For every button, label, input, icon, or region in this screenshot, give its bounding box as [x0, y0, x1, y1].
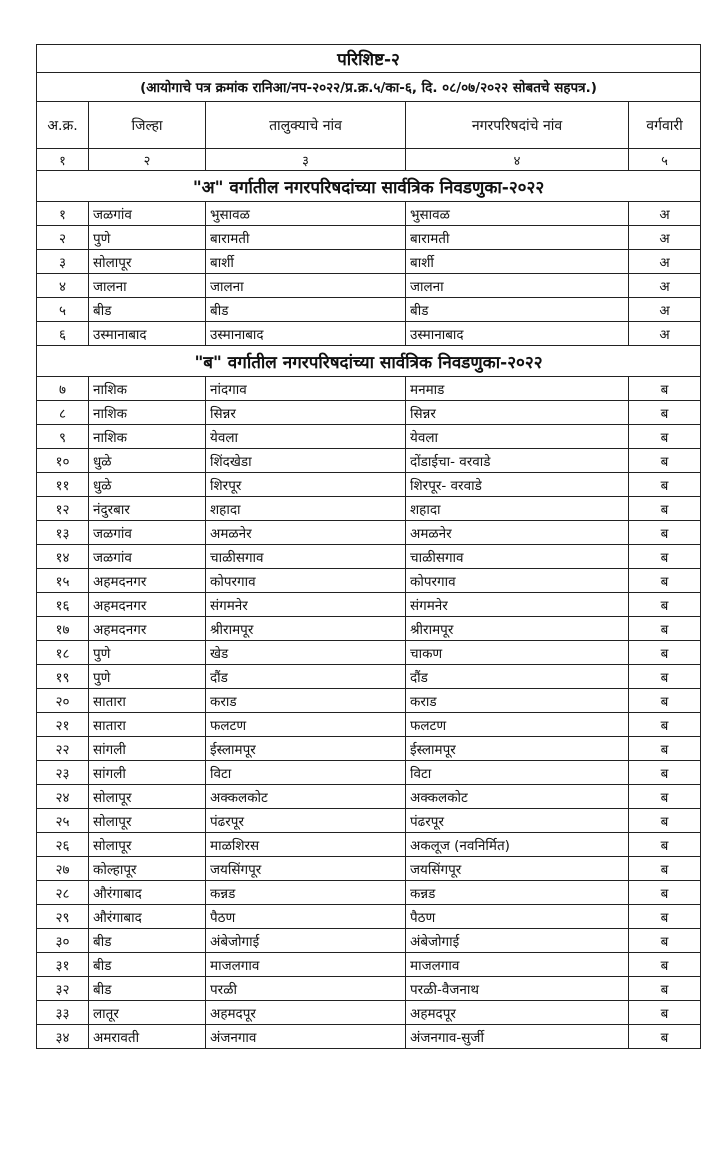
cell-district: सोलापूर	[89, 809, 206, 833]
cell-class: ब	[629, 449, 701, 473]
cell-class: ब	[629, 977, 701, 1001]
cell-class: ब	[629, 665, 701, 689]
section-heading-row	[37, 171, 701, 202]
cell-serial: २७	[37, 857, 89, 881]
cell-taluka: बार्शी	[206, 250, 406, 274]
cell-taluka: अमळनेर	[206, 521, 406, 545]
cell-council: भुसावळ	[406, 202, 629, 226]
cell-council: माजलगाव	[406, 953, 629, 977]
cell-serial: १७	[37, 617, 89, 641]
cell-district: उस्मानाबाद	[89, 322, 206, 346]
cell-council: बीड	[406, 298, 629, 322]
section-heading: "अ" वर्गातील नगरपरिषदांच्या सार्वत्रिक निवडणुका-२०२२	[37, 171, 701, 202]
cell-council: परळी-वैजनाथ	[406, 977, 629, 1001]
cell-class: ब	[629, 1025, 701, 1049]
cell-class: ब	[629, 569, 701, 593]
title-row	[37, 45, 701, 73]
cell-council: अक्कलकोट	[406, 785, 629, 809]
cell-serial: ८	[37, 401, 89, 425]
cell-district: जळगांव	[89, 521, 206, 545]
table-row	[37, 569, 701, 593]
column-number: २	[89, 149, 206, 171]
column-header-district: जिल्हा	[89, 102, 206, 149]
cell-taluka: जालना	[206, 274, 406, 298]
page-title: परिशिष्ट-२	[37, 45, 701, 73]
cell-district: जळगांव	[89, 202, 206, 226]
cell-class: अ	[629, 250, 701, 274]
cell-serial: २३	[37, 761, 89, 785]
cell-serial: ३	[37, 250, 89, 274]
cell-taluka: बीड	[206, 298, 406, 322]
cell-serial: १५	[37, 569, 89, 593]
cell-district: धुळे	[89, 449, 206, 473]
table-row	[37, 449, 701, 473]
section-heading-row	[37, 346, 701, 377]
header-row	[37, 102, 701, 149]
table-row	[37, 761, 701, 785]
cell-class: ब	[629, 833, 701, 857]
cell-district: नाशिक	[89, 425, 206, 449]
page-subtitle: (आयोगाचे पत्र क्रमांक रानिआ/नप-२०२२/प्र.क्र.५/का-६, दि. ०८/०७/२०२२ सोबतचे सहपत्र.)	[37, 73, 701, 102]
cell-council: चाकण	[406, 641, 629, 665]
cell-class: ब	[629, 617, 701, 641]
cell-taluka: परळी	[206, 977, 406, 1001]
cell-taluka: खेड	[206, 641, 406, 665]
cell-district: अहमदनगर	[89, 593, 206, 617]
cell-class: ब	[629, 737, 701, 761]
cell-taluka: पैठण	[206, 905, 406, 929]
cell-class: ब	[629, 473, 701, 497]
annexure-table	[36, 44, 701, 1049]
cell-district: सोलापूर	[89, 250, 206, 274]
cell-class: अ	[629, 298, 701, 322]
cell-class: ब	[629, 521, 701, 545]
cell-serial: १३	[37, 521, 89, 545]
cell-class: ब	[629, 689, 701, 713]
cell-district: अहमदनगर	[89, 569, 206, 593]
column-number: ३	[206, 149, 406, 171]
table-row	[37, 473, 701, 497]
cell-taluka: जयसिंगपूर	[206, 857, 406, 881]
cell-taluka: चाळीसगाव	[206, 545, 406, 569]
cell-council: शिरपूर- वरवाडे	[406, 473, 629, 497]
cell-serial: १२	[37, 497, 89, 521]
cell-taluka: अक्कलकोट	[206, 785, 406, 809]
cell-council: जालना	[406, 274, 629, 298]
cell-council: कोपरगाव	[406, 569, 629, 593]
cell-serial: ४	[37, 274, 89, 298]
cell-class: अ	[629, 226, 701, 250]
column-number: ५	[629, 149, 701, 171]
cell-district: लातूर	[89, 1001, 206, 1025]
cell-class: ब	[629, 593, 701, 617]
cell-district: सोलापूर	[89, 785, 206, 809]
table-row	[37, 665, 701, 689]
table-row	[37, 641, 701, 665]
cell-district: सातारा	[89, 713, 206, 737]
table-row	[37, 737, 701, 761]
cell-council: बार्शी	[406, 250, 629, 274]
cell-serial: १४	[37, 545, 89, 569]
cell-class: ब	[629, 953, 701, 977]
cell-taluka: अंजनगाव	[206, 1025, 406, 1049]
table-row	[37, 1025, 701, 1049]
cell-serial: २	[37, 226, 89, 250]
cell-taluka: माळशिरस	[206, 833, 406, 857]
cell-taluka: शहादा	[206, 497, 406, 521]
table-row	[37, 617, 701, 641]
table-row	[37, 929, 701, 953]
cell-district: पुणे	[89, 641, 206, 665]
cell-taluka: येवला	[206, 425, 406, 449]
cell-class: ब	[629, 425, 701, 449]
cell-district: कोल्हापूर	[89, 857, 206, 881]
table-row	[37, 497, 701, 521]
cell-serial: २६	[37, 833, 89, 857]
cell-serial: २५	[37, 809, 89, 833]
cell-district: सातारा	[89, 689, 206, 713]
cell-class: ब	[629, 545, 701, 569]
cell-council: अंजनगाव-सुर्जी	[406, 1025, 629, 1049]
table-row	[37, 250, 701, 274]
table-row	[37, 953, 701, 977]
column-header-taluka: तालुक्याचे नांव	[206, 102, 406, 149]
table-row	[37, 274, 701, 298]
table-row	[37, 401, 701, 425]
table-row	[37, 545, 701, 569]
cell-class: अ	[629, 274, 701, 298]
cell-taluka: श्रीरामपूर	[206, 617, 406, 641]
cell-district: औरंगाबाद	[89, 881, 206, 905]
cell-serial: २२	[37, 737, 89, 761]
table-row	[37, 977, 701, 1001]
cell-serial: ९	[37, 425, 89, 449]
cell-council: अकलूज (नवनिर्मित)	[406, 833, 629, 857]
cell-serial: १०	[37, 449, 89, 473]
cell-district: जालना	[89, 274, 206, 298]
cell-district: बीड	[89, 977, 206, 1001]
cell-class: ब	[629, 761, 701, 785]
cell-taluka: माजलगाव	[206, 953, 406, 977]
column-number-row	[37, 149, 701, 171]
cell-taluka: अहमदपूर	[206, 1001, 406, 1025]
cell-class: ब	[629, 713, 701, 737]
cell-class: ब	[629, 401, 701, 425]
cell-serial: १९	[37, 665, 89, 689]
cell-district: सांगली	[89, 761, 206, 785]
cell-taluka: कन्नड	[206, 881, 406, 905]
cell-council: दौंड	[406, 665, 629, 689]
cell-council: कराड	[406, 689, 629, 713]
cell-serial: १८	[37, 641, 89, 665]
cell-council: अंबेजोगाई	[406, 929, 629, 953]
cell-taluka: कराड	[206, 689, 406, 713]
cell-taluka: उस्मानाबाद	[206, 322, 406, 346]
cell-taluka: कोपरगाव	[206, 569, 406, 593]
cell-taluka: शिरपूर	[206, 473, 406, 497]
column-header-class: वर्गवारी	[629, 102, 701, 149]
table-row	[37, 881, 701, 905]
table-row	[37, 905, 701, 929]
table-row	[37, 833, 701, 857]
cell-class: अ	[629, 202, 701, 226]
cell-serial: ३३	[37, 1001, 89, 1025]
cell-class: ब	[629, 881, 701, 905]
cell-serial: २९	[37, 905, 89, 929]
cell-class: अ	[629, 322, 701, 346]
column-number: ४	[406, 149, 629, 171]
cell-council: शहादा	[406, 497, 629, 521]
cell-council: संगमनेर	[406, 593, 629, 617]
cell-taluka: शिंदखेडा	[206, 449, 406, 473]
cell-council: चाळीसगाव	[406, 545, 629, 569]
table-row	[37, 322, 701, 346]
cell-council: विटा	[406, 761, 629, 785]
cell-district: सांगली	[89, 737, 206, 761]
document-sheet	[36, 44, 700, 1049]
cell-council: श्रीरामपूर	[406, 617, 629, 641]
cell-council: उस्मानाबाद	[406, 322, 629, 346]
cell-class: ब	[629, 377, 701, 401]
cell-taluka: दौंड	[206, 665, 406, 689]
cell-council: अमळनेर	[406, 521, 629, 545]
cell-taluka: अंबेजोगाई	[206, 929, 406, 953]
cell-district: अहमदनगर	[89, 617, 206, 641]
cell-serial: ७	[37, 377, 89, 401]
section-heading: "ब" वर्गातील नगरपरिषदांच्या सार्वत्रिक निवडणुका-२०२२	[37, 346, 701, 377]
table-row	[37, 809, 701, 833]
cell-serial: ५	[37, 298, 89, 322]
cell-council: पंढरपूर	[406, 809, 629, 833]
cell-district: नंदुरबार	[89, 497, 206, 521]
cell-serial: २८	[37, 881, 89, 905]
table-row	[37, 521, 701, 545]
cell-district: जळगांव	[89, 545, 206, 569]
cell-taluka: भुसावळ	[206, 202, 406, 226]
cell-serial: ११	[37, 473, 89, 497]
cell-district: नाशिक	[89, 401, 206, 425]
cell-serial: ६	[37, 322, 89, 346]
cell-taluka: बारामती	[206, 226, 406, 250]
column-header-council: नगरपरिषदांचे नांव	[406, 102, 629, 149]
cell-class: ब	[629, 497, 701, 521]
cell-serial: २०	[37, 689, 89, 713]
cell-serial: ३४	[37, 1025, 89, 1049]
column-header-serial: अ.क्र.	[37, 102, 89, 149]
cell-taluka: संगमनेर	[206, 593, 406, 617]
table-row	[37, 689, 701, 713]
cell-serial: ३१	[37, 953, 89, 977]
cell-district: अमरावती	[89, 1025, 206, 1049]
cell-taluka: नांदगाव	[206, 377, 406, 401]
cell-serial: ३२	[37, 977, 89, 1001]
cell-council: फलटण	[406, 713, 629, 737]
cell-council: मनमाड	[406, 377, 629, 401]
cell-class: ब	[629, 809, 701, 833]
cell-council: बारामती	[406, 226, 629, 250]
table-row	[37, 202, 701, 226]
table-row	[37, 713, 701, 737]
cell-district: बीड	[89, 929, 206, 953]
cell-council: अहमदपूर	[406, 1001, 629, 1025]
cell-class: ब	[629, 1001, 701, 1025]
cell-class: ब	[629, 929, 701, 953]
cell-council: सिन्नर	[406, 401, 629, 425]
cell-taluka: पंढरपूर	[206, 809, 406, 833]
cell-district: पुणे	[89, 226, 206, 250]
cell-council: कन्नड	[406, 881, 629, 905]
table-row	[37, 785, 701, 809]
cell-district: बीड	[89, 298, 206, 322]
cell-serial: ३०	[37, 929, 89, 953]
cell-council: येवला	[406, 425, 629, 449]
cell-taluka: फलटण	[206, 713, 406, 737]
cell-taluka: सिन्नर	[206, 401, 406, 425]
cell-district: नाशिक	[89, 377, 206, 401]
cell-council: दोंडाईचा- वरवाडे	[406, 449, 629, 473]
column-number: १	[37, 149, 89, 171]
cell-class: ब	[629, 905, 701, 929]
cell-district: सोलापूर	[89, 833, 206, 857]
table-row	[37, 226, 701, 250]
cell-class: ब	[629, 641, 701, 665]
cell-serial: २१	[37, 713, 89, 737]
cell-council: ईस्लामपूर	[406, 737, 629, 761]
subtitle-row	[37, 73, 701, 102]
cell-serial: १६	[37, 593, 89, 617]
cell-council: पैठण	[406, 905, 629, 929]
table-row	[37, 857, 701, 881]
cell-taluka: ईस्लामपूर	[206, 737, 406, 761]
cell-district: बीड	[89, 953, 206, 977]
table-row	[37, 377, 701, 401]
table-row	[37, 593, 701, 617]
cell-district: औरंगाबाद	[89, 905, 206, 929]
cell-class: ब	[629, 857, 701, 881]
cell-taluka: विटा	[206, 761, 406, 785]
cell-serial: २४	[37, 785, 89, 809]
cell-district: पुणे	[89, 665, 206, 689]
table-row	[37, 425, 701, 449]
table-row	[37, 1001, 701, 1025]
cell-serial: १	[37, 202, 89, 226]
cell-council: जयसिंगपूर	[406, 857, 629, 881]
cell-district: धुळे	[89, 473, 206, 497]
cell-class: ब	[629, 785, 701, 809]
table-row	[37, 298, 701, 322]
